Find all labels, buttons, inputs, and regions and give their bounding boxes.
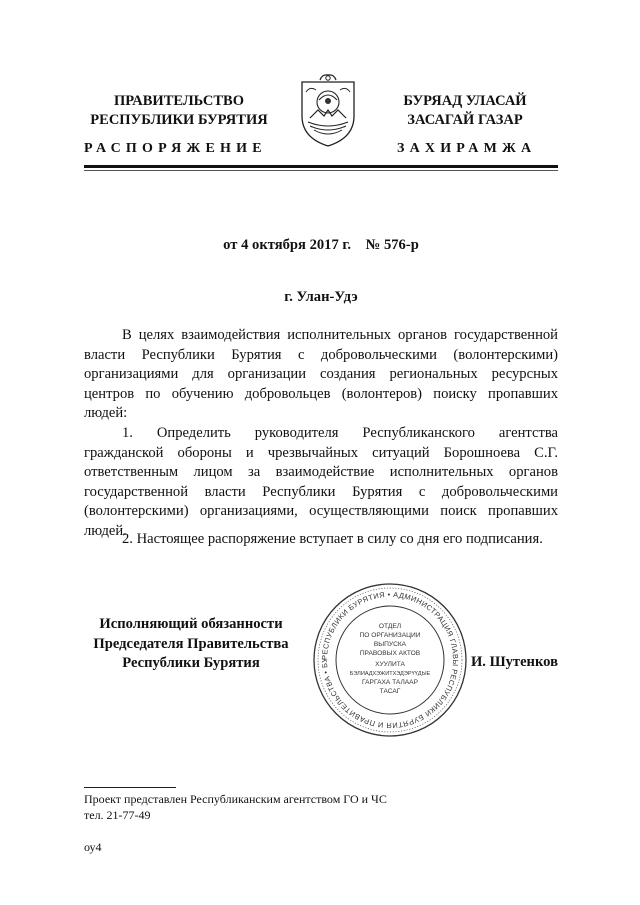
signatory-title-line3: Республики Бурятия [122,655,260,671]
doc-type-left: РАСПОРЯЖЕНИЕ [84,141,267,156]
footer-code: оу4 [84,840,102,854]
seal-line-5: ХУУЛИТА [375,661,405,668]
header-right-line1: БУРЯАД УЛАСАЙ [403,93,527,109]
official-seal [310,580,470,740]
footer-phone: тел. 21-77-49 [84,808,151,822]
coat-of-arms-icon [296,72,360,148]
header-left-line2: РЕСПУБЛИКИ БУРЯТИЯ [90,112,268,128]
signatory-name: И. Шутенков [470,654,558,670]
footer-rule [84,787,176,788]
item-1-paragraph: 1. Определить руководителя Республиканского агентства гражданской обороны и чрезвычайных ситуаций Борошноева С.Г. ответственным лицом за взаимодействие исполнительных органов государственной власти Республики Бурятия с добровольческими (волонтерскими) организациями, осуществляющими поиск пропавших людей. [84,425,558,539]
seal-line-6: БЭЛИАДХЭЖИТХЭДЭРҮҮДЫЕ [349,671,431,677]
seal-line-1: ОТДЕЛ [378,623,402,630]
header-left [84,92,274,130]
city: г. Улан-Удэ [284,289,358,305]
intro-paragraph: В целях взаимодействия исполнительных органов государственной власти Республики Бурятия с добровольческими (волонтерскими) организациями для организации создания региональных ресурсных центров по обучению добровольцев (волонтеров) поиску пропавших людей: [84,327,558,421]
header-right-line2: ЗАСАГАЙ ГАЗАР [407,112,523,128]
header-left-line1: ПРАВИТЕЛЬСТВО [114,93,244,109]
header-right [372,92,558,130]
signatory-title-line1: Исполняющий обязанности [99,616,283,632]
seal-line-2: ПО ОРГАНИЗАЦИИ [359,632,421,639]
footer-note: Проект представлен Республиканским агентством ГО и ЧС [84,792,387,806]
header-rule-thick [84,165,558,168]
seal-line-4: ПРАВОВЫХ АКТОВ [359,650,421,657]
header-rule-thin [84,170,558,171]
date-number: от 4 октября 2017 г. № 576-р [223,237,419,253]
seal-line-3: ВЫПУСКА [373,641,407,648]
item-2-paragraph: 2. Настоящее распоряжение вступает в силу со дня его подписания. [122,531,543,547]
seal-line-7: ГАРГАХА ТАЛААР [362,679,418,686]
signatory-title-line2: Председателя Правительства [93,635,289,652]
signatory-title [84,615,298,674]
seal-ring-text: РЕСПУБЛИКИ БУРЯТИЯ • АДМИНИСТРАЦИЯ ГЛАВЫ РЕСПУБЛИКИ БУРЯТИЯ И ПРАВИТЕЛЬСТВА • БУ [319,589,461,731]
doc-type-right: ЗАХИРАМЖА [397,141,537,156]
seal-line-8: ТАСАГ [379,688,401,695]
